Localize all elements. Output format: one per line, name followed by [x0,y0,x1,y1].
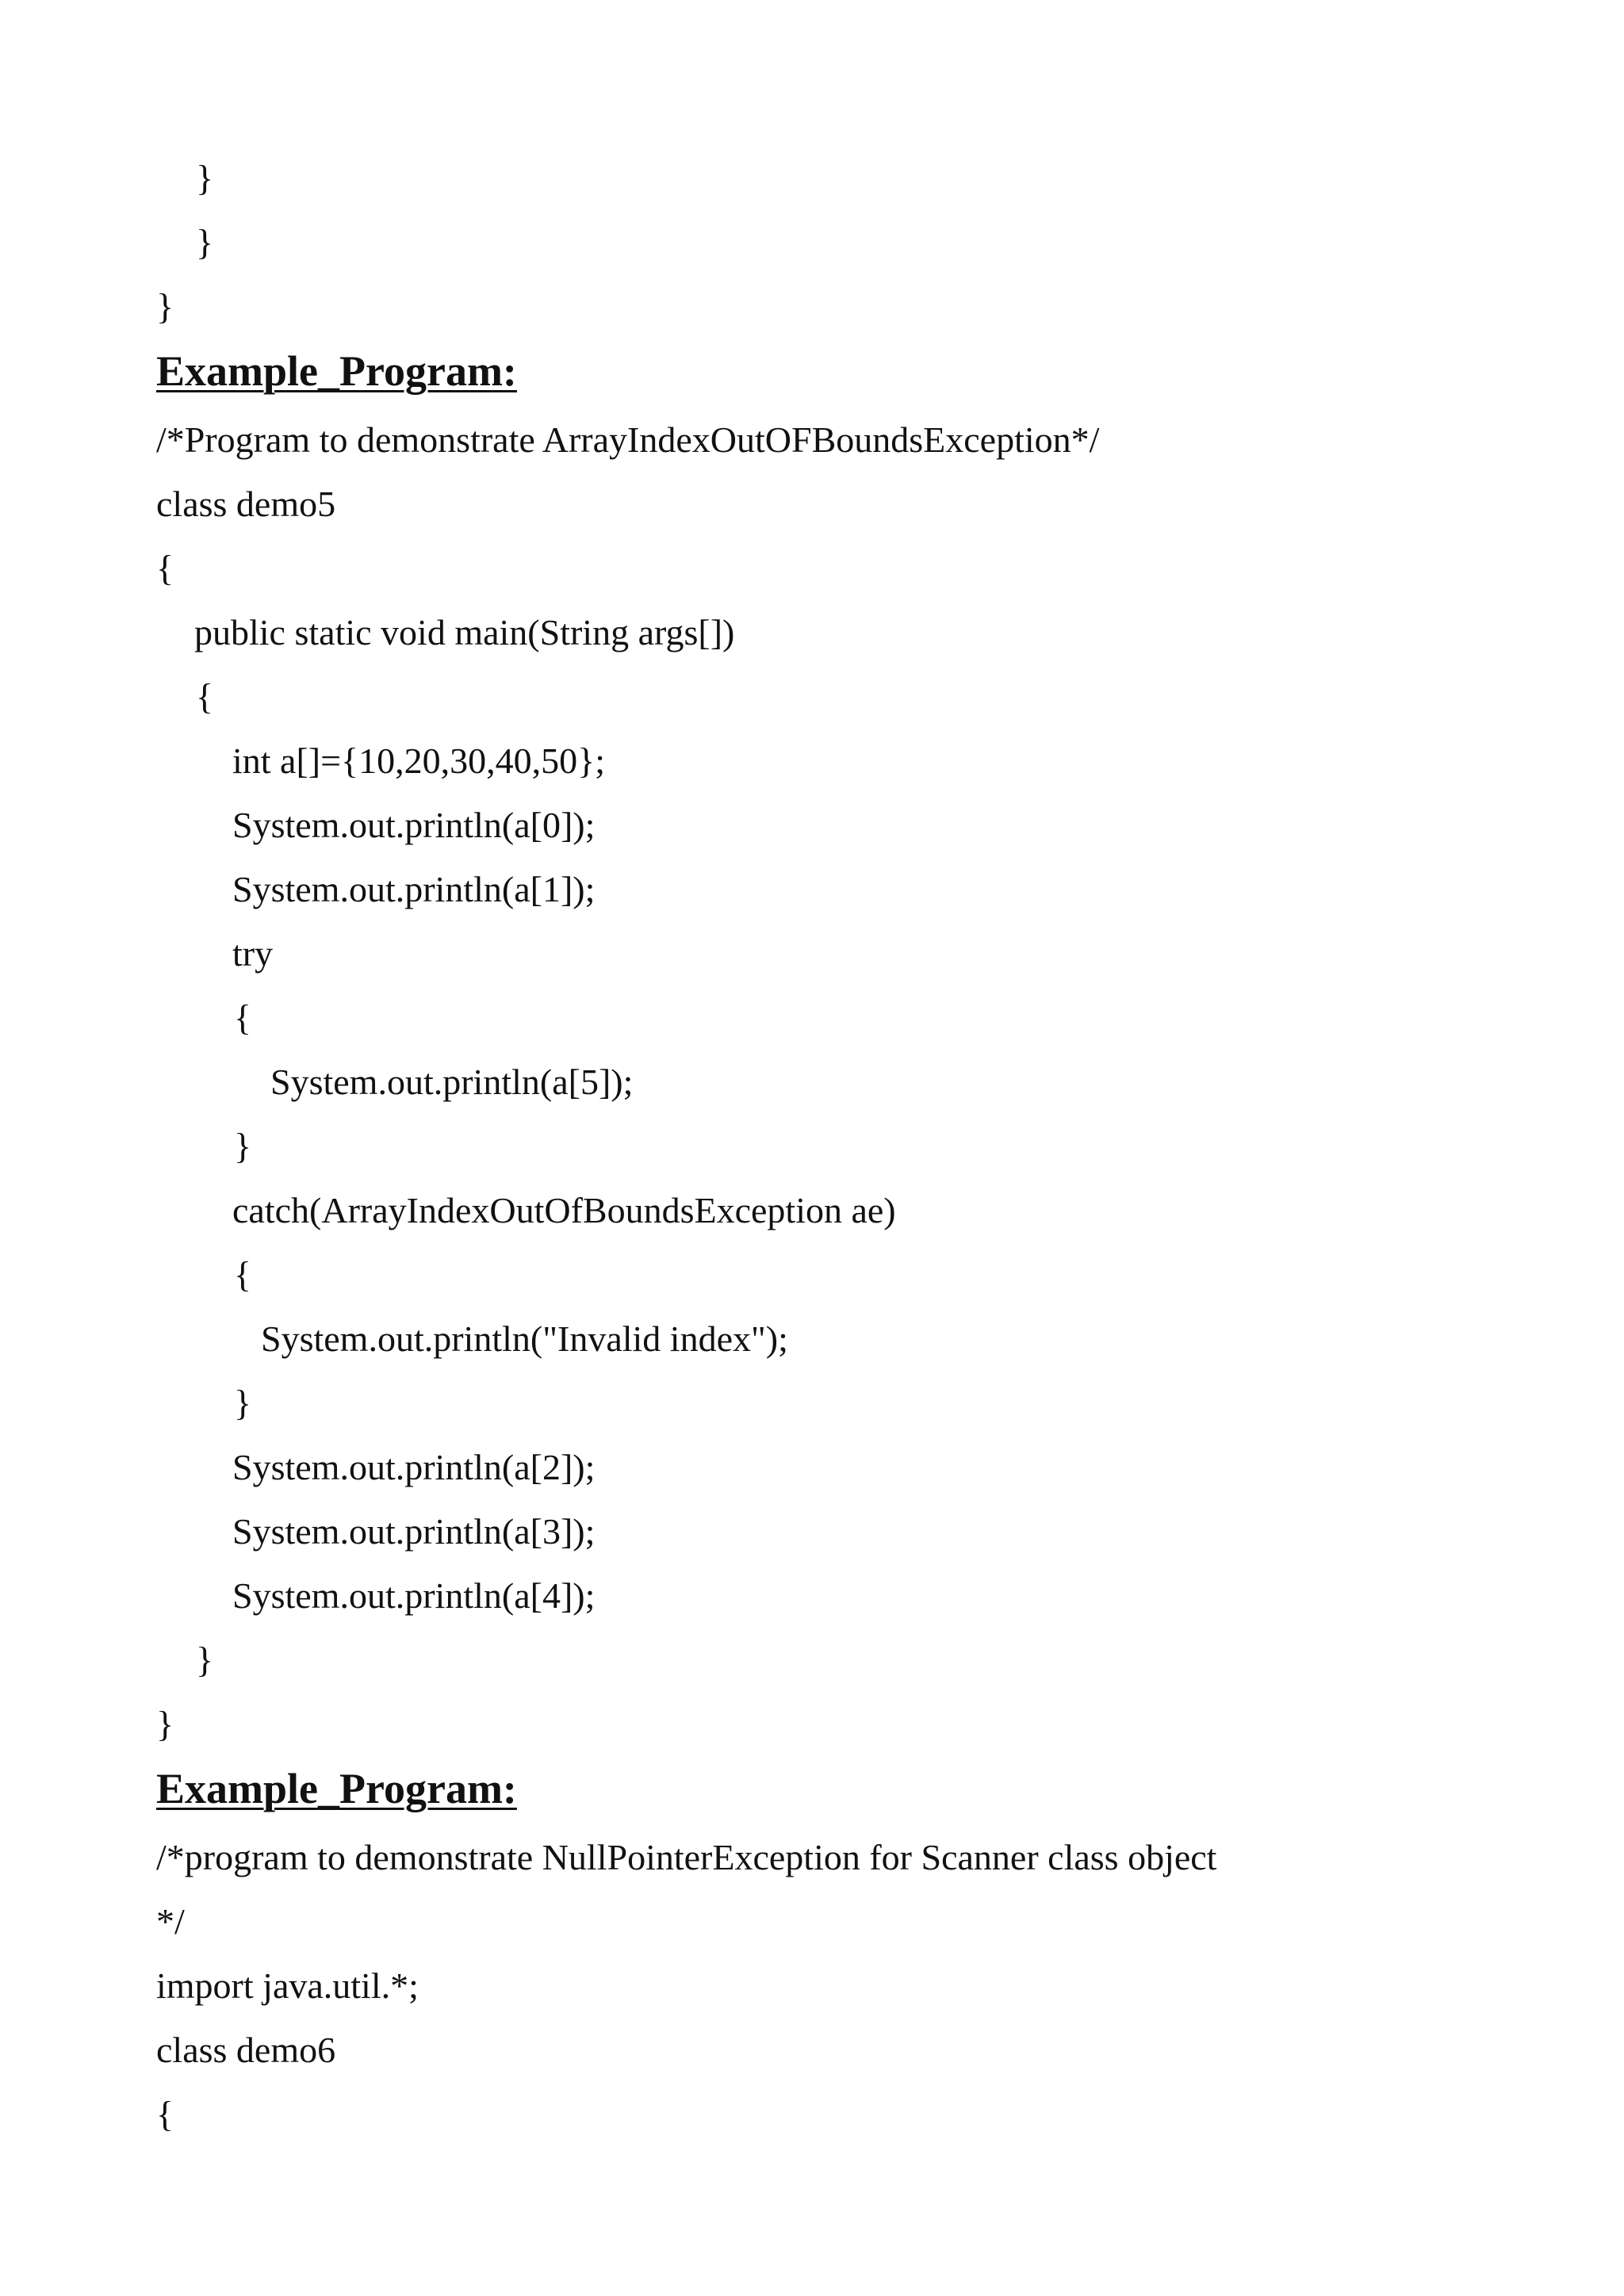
code-line: } [156,1704,174,1744]
section-heading: Example_Program: [156,347,517,395]
code-line: import java.util.*; [156,1965,419,2006]
code-line: System.out.println(a[0]); [232,805,596,845]
code-line: int a[]={10,20,30,40,50}; [232,740,605,781]
code-line: System.out.println(a[5]); [270,1062,634,1102]
code-line: } [234,1126,252,1166]
section-heading: Example_Program: [156,1765,517,1812]
code-line: } [196,222,214,262]
code-line: System.out.println(a[1]); [232,869,596,909]
code-line: catch(ArrayIndexOutOfBoundsException ae) [232,1190,896,1230]
code-line: { [156,2094,174,2134]
code-line: { [234,1254,252,1295]
code-line: System.out.println(a[3]); [232,1511,596,1552]
code-line: System.out.println("Invalid index"); [261,1318,788,1359]
code-comment: /*program to demonstrate NullPointerException for Scanner class object [156,1837,1217,1877]
code-line: try [232,933,274,974]
code-line: { [234,997,252,1038]
code-line: } [196,158,214,198]
code-line: } [196,1640,214,1680]
code-line: } [156,286,174,327]
code-line: System.out.println(a[4]); [232,1575,596,1616]
code-comment: /*Program to demonstrate ArrayIndexOutOFBoundsException*/ [156,419,1100,460]
code-line: class demo5 [156,484,336,524]
code-line: } [234,1383,252,1423]
code-line: { [156,548,174,588]
code-line: class demo6 [156,2030,336,2070]
code-line: public static void main(String args[]) [194,612,735,652]
code-line: System.out.println(a[2]); [232,1447,596,1487]
code-comment: */ [156,1901,185,1942]
code-line: { [196,676,214,717]
